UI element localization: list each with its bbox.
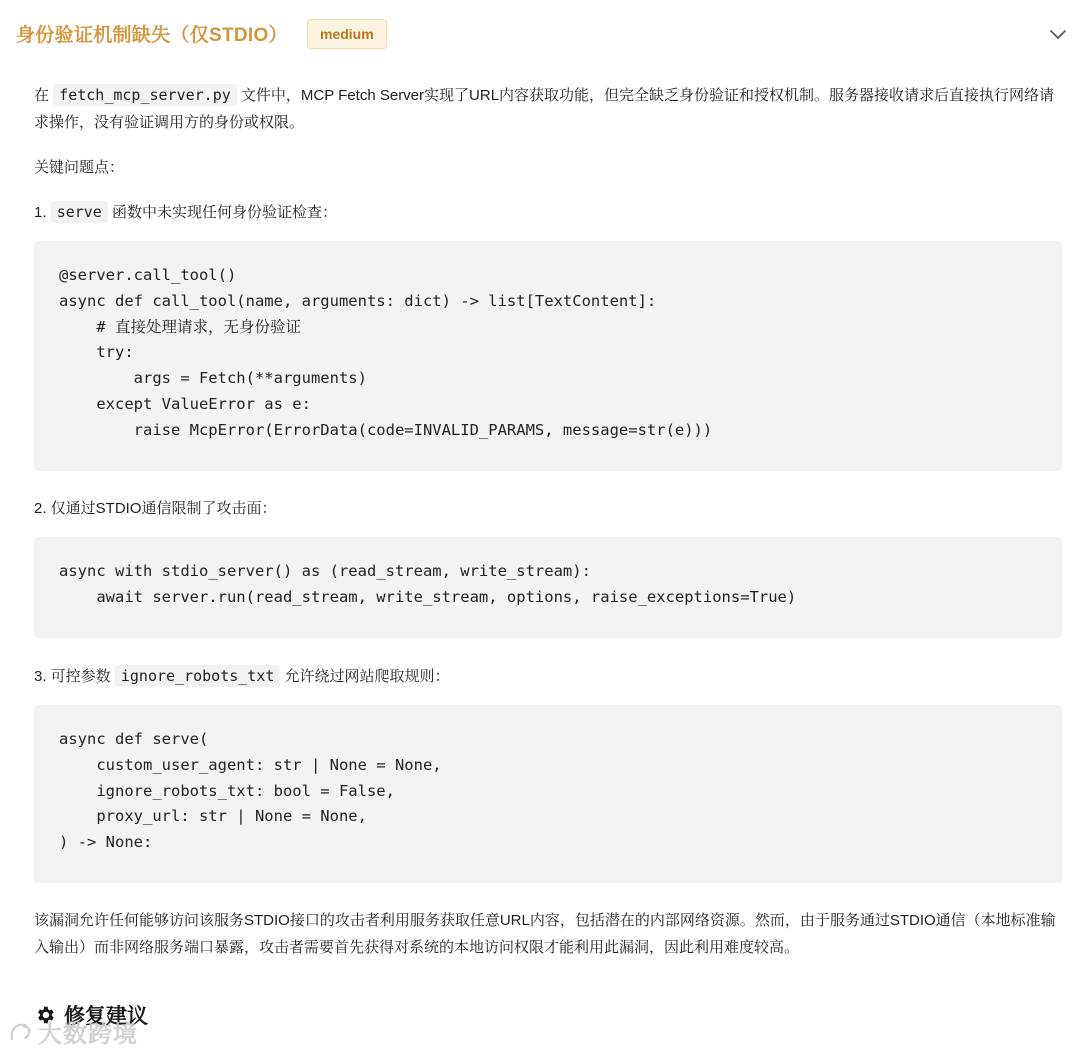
code-block-2: async with stdio_server() as (read_stream, write_stream): await server.run(read_stream, write_stream, options, raise_exceptions=True) [34,537,1062,638]
intro-text-rest: 文件中，MCP Fetch Server实现了URL内容获取功能，但完全缺乏身份验证和授权机制。服务器接收请求后直接执行网络请求操作，没有验证调用方的身份或权限。 [34,87,1055,131]
list-item-2: 2. 仅通过STDIO通信限制了攻击面： [34,500,277,517]
list-item-text: 允许绕过网站爬取规则： [280,668,450,685]
finding-header[interactable] [0,0,1080,66]
intro-paragraph [34,82,1062,136]
code-block-3: async def serve( custom_user_agent: str | None = None, ignore_robots_txt: bool = False, proxy_url: str | None = None, ) -> None: [34,705,1062,883]
function-name-code: serve [51,201,108,223]
fix-section-title: 修复建议 [64,1005,148,1028]
list-number: 1. [34,204,51,221]
file-name-code: fetch_mcp_server.py [53,84,237,106]
list-item-3 [34,663,1062,690]
watermark-text: 大数跨境 [38,1021,138,1048]
param-name-code: ignore_robots_txt [115,665,281,687]
list-item-1 [34,199,1062,226]
chevron-down-icon[interactable] [1048,24,1068,44]
watermark-logo-icon [8,1019,34,1045]
watermark [8,1014,138,1049]
code-block-1: @server.call_tool() async def call_tool(name, arguments: dict) -> list[TextContent]: # 直接处理请求，无身份验证 try: args = Fetch(**arguments) except ValueError as e: raise McpError(ErrorData(code=INVALID_PARAMS, message=str(e))) [34,241,1062,471]
summary-paragraph: 该漏洞允许任何能够访问该服务STDIO接口的攻击者利用服务获取任意URL内容，包括潜在的内部网络资源。然而，由于服务通过STDIO通信（本地标准输入输出）而非网络服务端口暴露，攻击者需要首先获得对系统的本地访问权限才能利用此漏洞，因此利用难度较高。 [34,912,1056,956]
finding-title: 身份验证机制缺失（仅STDIO） [16,25,288,46]
list-item-text: 函数中未实现任何身份验证检查： [107,204,338,221]
key-issues-label: 关键问题点： [34,159,125,176]
severity-badge: medium [307,19,387,49]
intro-text: 在 [34,87,54,104]
list-item-prefix: 3. 可控参数 [34,668,115,685]
